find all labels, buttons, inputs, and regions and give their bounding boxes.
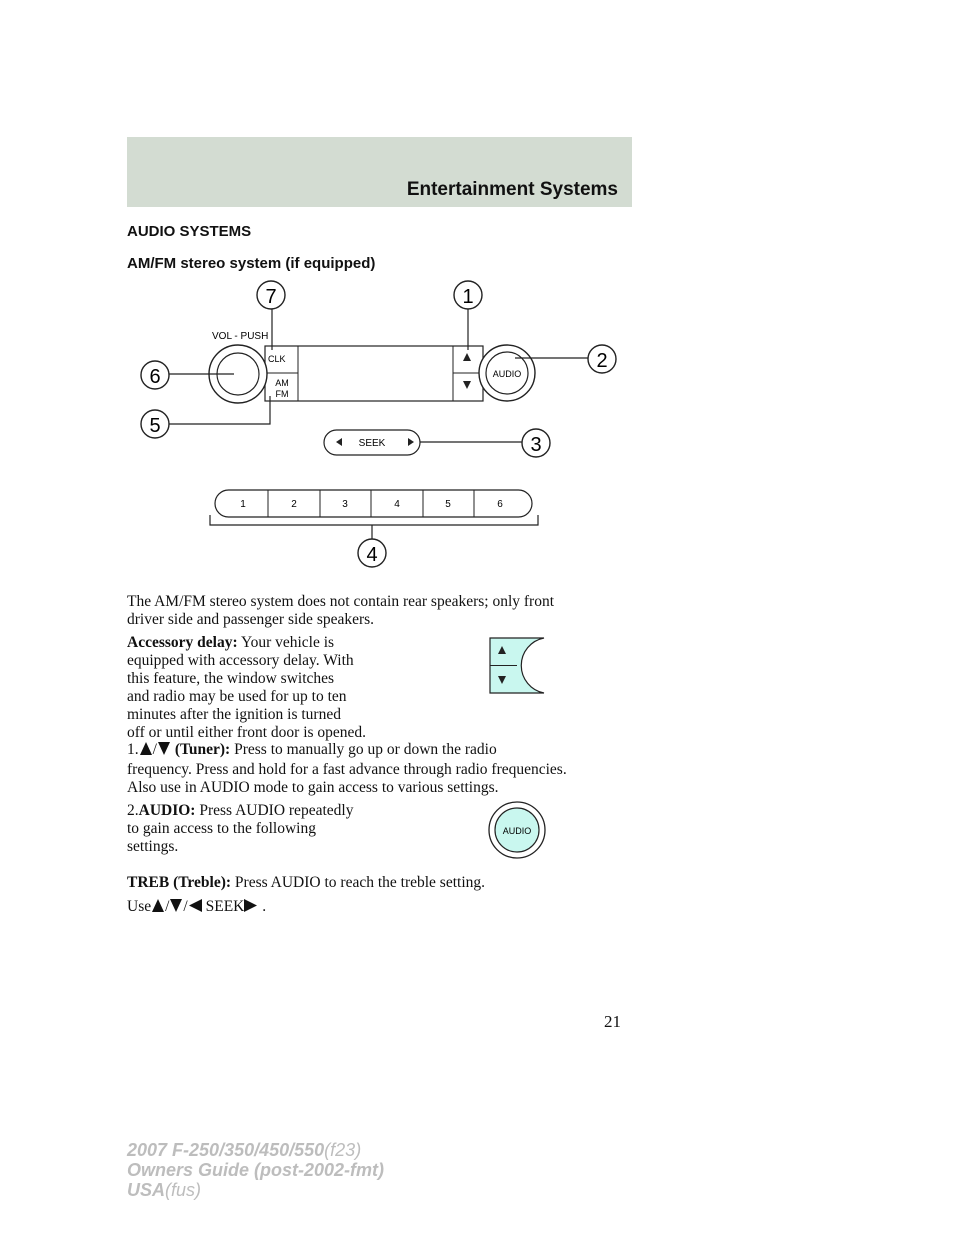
footer-model: 2007 F-250/350/450/550 (127, 1140, 325, 1160)
accessory-line-4: and radio may be used for up to ten (127, 688, 347, 705)
heading-audio-systems: AUDIO SYSTEMS (127, 223, 252, 240)
use-line (127, 898, 266, 916)
tune-up-icon (463, 353, 471, 361)
footer-model-code: (f23) (324, 1140, 362, 1160)
audio-num: 2. (127, 802, 139, 819)
preset-label: 6 (497, 499, 503, 510)
audio-knob-illustration (487, 800, 547, 860)
audio-text: Press AUDIO repeatedly (199, 802, 354, 819)
callout-4 (358, 539, 386, 567)
tuner-line-3: Also use in AUDIO mode to gain access to various settings. (127, 779, 499, 796)
callout-5-label: 5 (149, 415, 161, 437)
preset-bar (215, 490, 532, 517)
treb-text: Press AUDIO to reach the treble setting. (234, 874, 486, 891)
use-period: . (262, 898, 267, 915)
use-slash-2: / (183, 898, 188, 915)
tuner-slash: / (152, 741, 157, 758)
footer-market: USA (127, 1180, 166, 1200)
vol-push-label: VOL - PUSH (212, 331, 269, 342)
accessory-line-3: this feature, the window switches (127, 670, 335, 687)
callout-1 (454, 281, 482, 309)
accessory-line-2: equipped with accessory delay. With (127, 652, 354, 669)
preset-label: 5 (445, 499, 451, 510)
audio-line-1 (127, 802, 353, 820)
callout-4-label: 4 (366, 544, 378, 566)
intro-line-2: driver side and passenger side speakers. (127, 611, 375, 628)
audio-line-2: to gain access to the following (127, 820, 316, 837)
use-slash-1: / (165, 898, 170, 915)
callout-7 (257, 281, 285, 309)
left-arrow-icon (188, 898, 202, 913)
down-arrow-icon (157, 741, 171, 756)
accessory-line-1 (127, 634, 334, 652)
up-arrow-icon (151, 898, 165, 913)
accessory-line-6: off or until either front door is opened. (127, 724, 367, 741)
footer-line-2: Owners Guide (post-2002-fmt) (127, 1160, 385, 1180)
footer-market-code: (fus) (165, 1180, 202, 1200)
footer (127, 1140, 384, 1200)
callout-2-label: 2 (596, 350, 608, 372)
audio-knob-label: AUDIO (492, 369, 522, 379)
use-seek: SEEK (205, 898, 245, 915)
callout-leader (168, 396, 270, 424)
accessory-label: Accessory delay: (127, 634, 238, 651)
callout-1-label: 1 (462, 286, 474, 308)
use-word: Use (127, 898, 152, 915)
seek-label: SEEK (358, 438, 386, 449)
audio-knob-label: AUDIO (502, 826, 532, 836)
treb-line (127, 874, 485, 892)
radio-diagram (0, 0, 960, 600)
callout-6 (141, 361, 169, 389)
audio-line-3: settings. (127, 838, 179, 855)
tuner-line-2: frequency. Press and hold for a fast advance through radio frequencies. (127, 761, 567, 778)
tuner-illustration (486, 636, 548, 696)
callout-3 (522, 429, 550, 457)
am-label: AM (275, 378, 289, 388)
footer-line-1 (127, 1140, 384, 1160)
fm-label: FM (275, 389, 289, 399)
section-title: Entertainment Systems (406, 179, 618, 200)
tuner-label: (Tuner): (174, 741, 231, 758)
tune-down-icon (463, 381, 471, 389)
accessory-text: Your vehicle is (240, 634, 335, 651)
preset-label: 2 (291, 499, 297, 510)
preset-label: 1 (240, 499, 246, 510)
treb-label: TREB (Treble): (127, 874, 232, 891)
tuner-num: 1. (127, 741, 139, 758)
clk-label: CLK (268, 354, 286, 364)
heading-am-fm: AM/FM stereo system (if equipped) (127, 255, 376, 272)
down-arrow-icon (169, 898, 183, 913)
up-arrow-icon (139, 741, 153, 756)
callout-5 (141, 410, 169, 438)
intro-line-1: The AM/FM stereo system does not contain rear speakers; only front (127, 593, 555, 610)
audio-label: AUDIO: (138, 802, 196, 819)
page-number: 21 (604, 1012, 621, 1031)
callout-3-label: 3 (530, 434, 542, 456)
accessory-line-5: minutes after the ignition is turned (127, 706, 341, 723)
callout-7-label: 7 (265, 286, 277, 308)
tuner-line-1 (127, 741, 497, 759)
preset-label: 4 (394, 499, 400, 510)
callout-6-label: 6 (149, 366, 161, 388)
right-arrow-icon (244, 898, 258, 913)
callout-2 (588, 345, 616, 373)
footer-line-3 (127, 1180, 384, 1200)
tuner-text: Press to manually go up or down the radio (234, 741, 497, 758)
preset-label: 3 (342, 499, 348, 510)
